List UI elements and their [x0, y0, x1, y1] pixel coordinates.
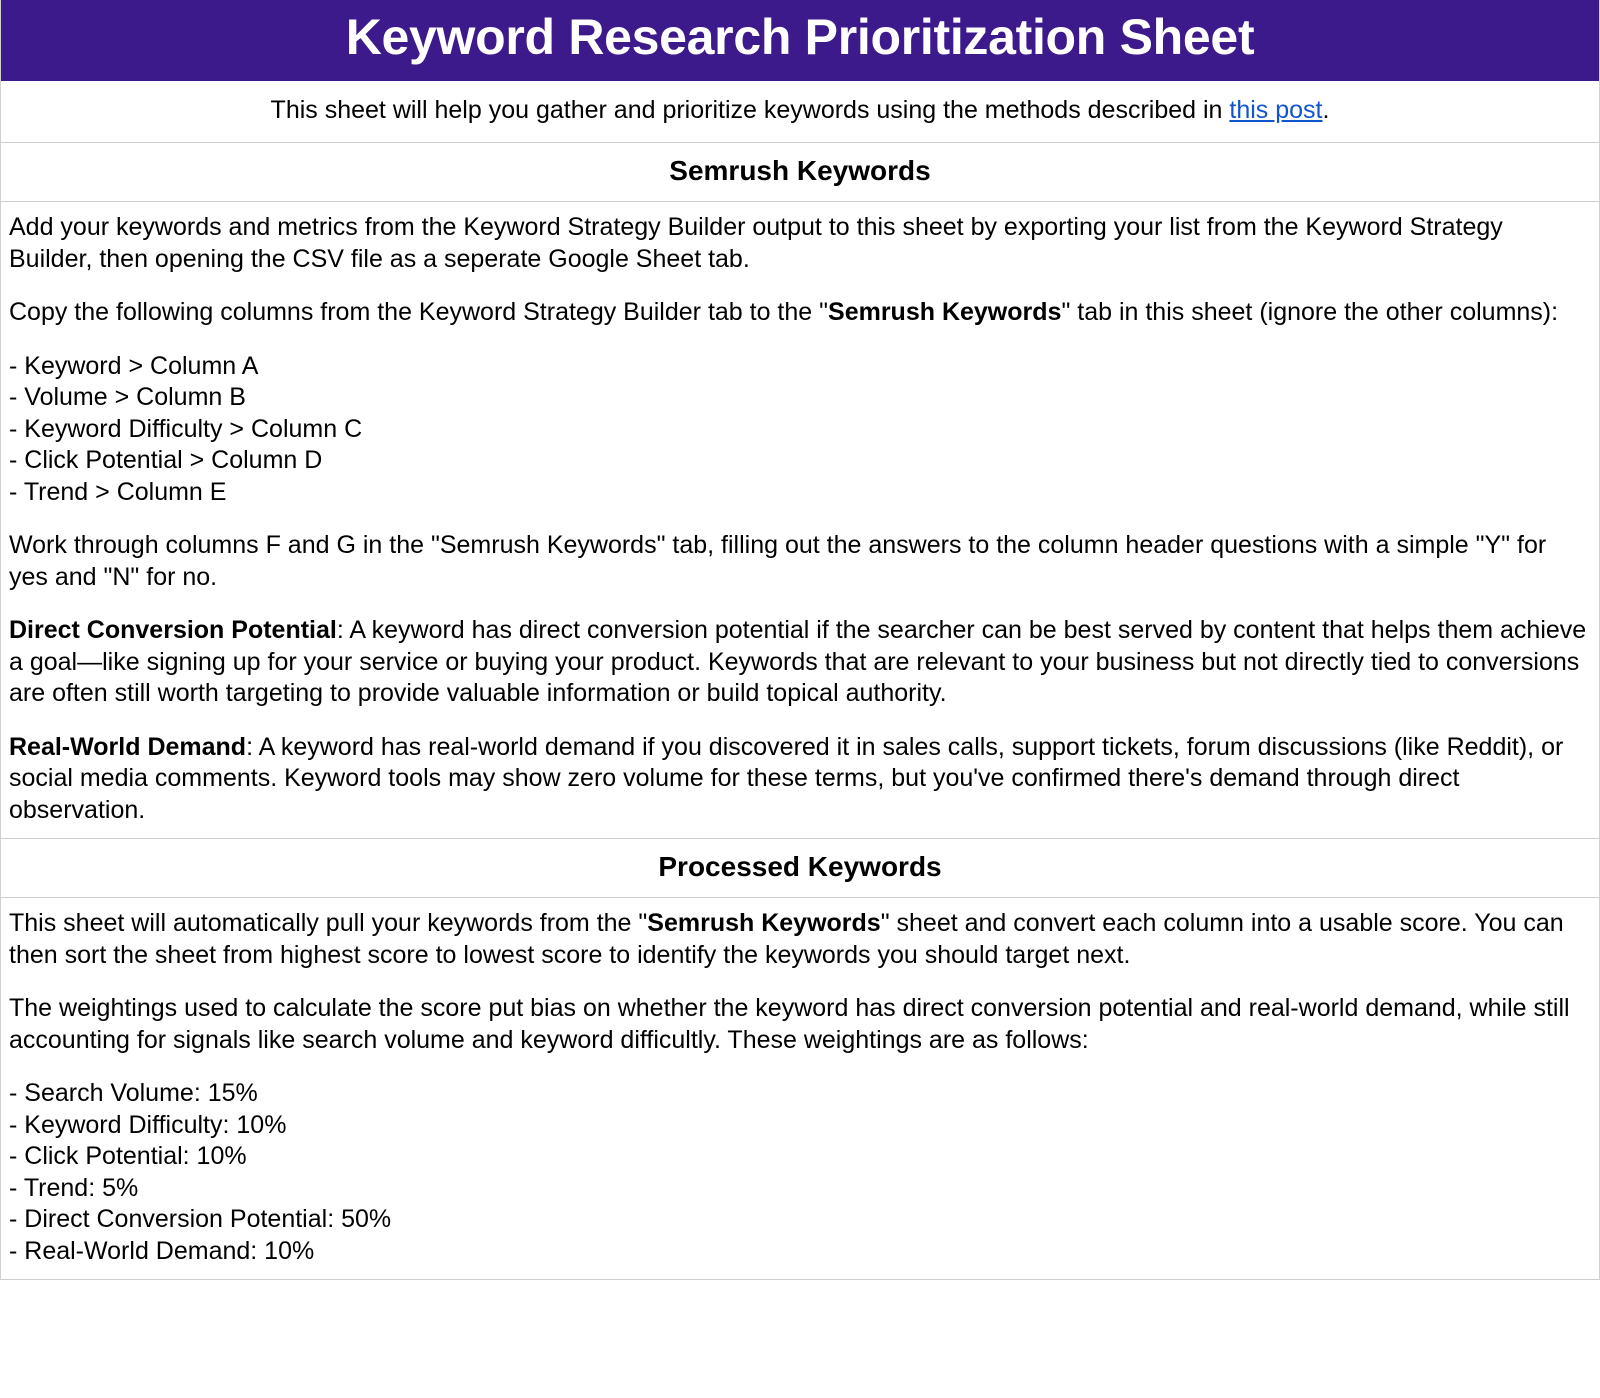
list-item: - Keyword > Column A [9, 351, 259, 380]
list-item: - Trend > Column E [9, 477, 227, 506]
intro-text [1, 81, 1599, 143]
direct-conversion-potential-label: Direct Conversion Potential [9, 616, 337, 645]
list-item: - Trend: 5% [9, 1173, 139, 1202]
list-item: - Direct Conversion Potential: 50% [9, 1205, 392, 1234]
page-title: Keyword Research Prioritization Sheet [1, 0, 1599, 81]
list-item: - Keyword Difficulty > Column C [9, 414, 363, 443]
list-item: - Keyword Difficulty: 10% [9, 1110, 287, 1139]
section-body-semrush-keywords [1, 202, 1599, 839]
direct-conversion-potential-text: : A keyword has direct conversion potential if the searcher can be best served by content that helps them achieve a goal—like signing up for your service or buying your product. Keywords that are relevant to your business but not directly tied to conversions are often still worth targeting to provide valuable information or build topical authority. [9, 616, 1587, 708]
semrush-paragraph-2-part-c: " tab in this sheet (ignore the other columns): [1061, 298, 1559, 327]
list-item: - Volume > Column B [9, 383, 246, 412]
semrush-paragraph-1: Add your keywords and metrics from the Keyword Strategy Builder output to this sheet by exporting your list from the Keyword Strategy Builder, then opening the CSV file as a seperate Google Sheet tab. [9, 213, 1503, 273]
real-world-demand-text: : A keyword has real-world demand if you discovered it in sales calls, support tickets, forum discussions (like Reddit), or social media comments. Keyword tools may show zero volume for these terms, but you've confirmed there's demand through direct observation. [9, 732, 1564, 824]
real-world-demand-label: Real-World Demand [9, 732, 247, 761]
processed-paragraph-1-part-c: " sheet and convert each column into a usable score. You can then sort the sheet from highest score to lowest score to identify the keywords you should target next. [9, 909, 1564, 969]
section-heading-processed-keywords: Processed Keywords [1, 839, 1599, 898]
list-item: - Click Potential: 10% [9, 1142, 247, 1171]
list-item: - Click Potential > Column D [9, 446, 323, 475]
semrush-keywords-sheet-name: Semrush Keywords [647, 909, 881, 938]
semrush-keywords-tab-name: Semrush Keywords [828, 298, 1062, 327]
semrush-paragraph-3: Work through columns F and G in the "Semrush Keywords" tab, filling out the answers to the column header questions with a simple "Y" for yes and "N" for no. [9, 531, 1547, 591]
intro-prefix: This sheet will help you gather and prioritize keywords using the methods described in [270, 96, 1230, 124]
processed-paragraph-1-part-a: This sheet will automatically pull your keywords from the " [9, 909, 648, 938]
weightings-list [9, 1078, 1591, 1267]
list-item: - Search Volume: 15% [9, 1079, 258, 1108]
semrush-paragraph-2-part-a: Copy the following columns from the Keyword Strategy Builder tab to the " [9, 298, 829, 327]
intro-suffix: . [1322, 96, 1330, 124]
section-body-processed-keywords [1, 898, 1599, 1280]
column-mapping-list [9, 351, 1591, 509]
processed-paragraph-2: The weightings used to calculate the score put bias on whether the keyword has direct conversion potential and real-world demand, while still accounting for signals like search volume and keyword difficultly. These weightings are as follows: [9, 994, 1570, 1054]
direct-conversion-potential-definition [9, 615, 1591, 710]
semrush-paragraph-2 [9, 297, 1591, 329]
section-heading-semrush-keywords: Semrush Keywords [1, 143, 1599, 202]
this-post-link[interactable]: this post [1229, 96, 1323, 124]
processed-paragraph-1 [9, 908, 1591, 971]
list-item: - Real-World Demand: 10% [9, 1236, 315, 1265]
real-world-demand-definition [9, 732, 1591, 827]
